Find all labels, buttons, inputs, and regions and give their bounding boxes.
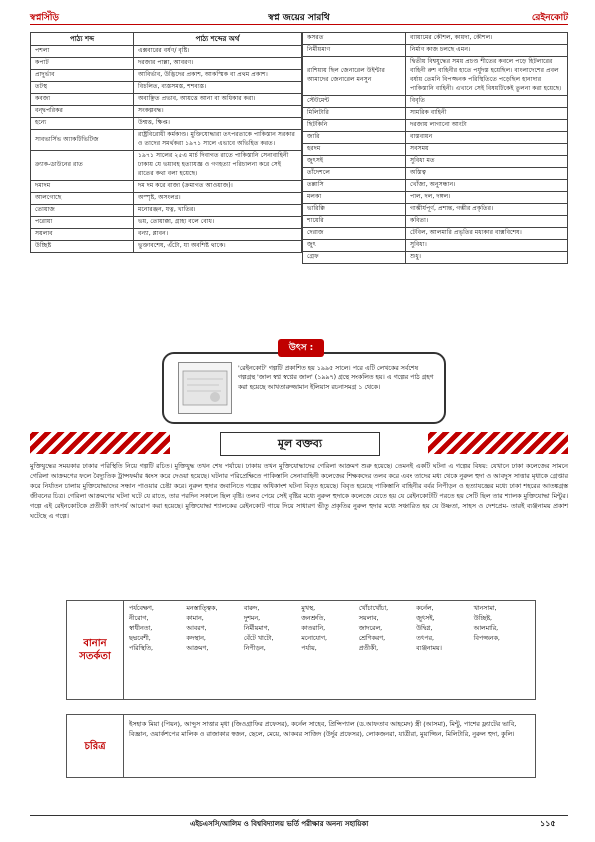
spelling-word: আলমারি, <box>473 625 499 633</box>
vocab-row <box>303 251 568 263</box>
spelling-word: নিপীড়ন, <box>243 645 266 653</box>
main-message-title: মূল বক্তব্য <box>220 432 380 456</box>
vocab-row <box>303 95 568 107</box>
vocab-row <box>303 179 568 191</box>
page-number: ১১৫ <box>540 819 556 828</box>
spelling-word: মুখস্থ, <box>301 605 316 612</box>
vocab-meaning: বিবৃতি <box>406 95 568 107</box>
vocab-meaning: পাল, দল, দঙ্গল। <box>406 191 568 203</box>
vocab-row <box>31 130 302 151</box>
vocab-word: জুৎ <box>303 239 406 251</box>
vocab-word: কপাট <box>31 58 134 70</box>
vocab-word: ভারিক্কি <box>303 203 406 215</box>
vocab-meaning: সবসময় <box>406 143 568 155</box>
vocab-meaning: সামরিক বাহিনী <box>406 107 568 119</box>
vocab-row <box>303 119 568 131</box>
vocab-word: প্রাদুর্ভাব <box>31 70 134 82</box>
characters-label: চরিত্র <box>67 715 124 777</box>
spelling-word: পরিস্থিতি, <box>129 645 154 653</box>
vocab-word: ছিটকিনি <box>303 119 406 131</box>
spelling-word: জনশ্রুতি, <box>301 615 326 623</box>
vocab-row <box>303 215 568 227</box>
spelling-word: বারুদ, <box>243 605 260 612</box>
spelling-word: পর্যবেক্ষণ, <box>129 605 154 612</box>
vocab-meaning: সুবিধা। <box>406 239 568 251</box>
vocab-col-meaning: পাঠ্য শব্দের অর্থ <box>134 33 302 46</box>
vocab-row <box>303 227 568 239</box>
vocab-meaning: আবির্ভাব, উদ্ভিদের প্রকাশ, আকস্মিক বা প্রথম প্রকাশ। <box>134 70 302 82</box>
header-rule <box>30 24 568 25</box>
spelling-word: কামান, <box>186 615 204 623</box>
vocab-meaning: ভুক্তাবশেষ, এঁটো, যা অবশিষ্ট থাকে। <box>134 240 302 252</box>
vocab-word: হরদম <box>303 143 406 155</box>
vocab-meaning: খোঁজা, অনুসন্ধান। <box>406 179 568 191</box>
spelling-word: কাতরানি, <box>301 625 326 633</box>
vocab-meaning: বাস্তবায়ন <box>406 131 568 143</box>
vocab-word: স্টেটমেন্ট <box>303 95 406 107</box>
vocab-word: উচ্ছিষ্ট <box>31 240 134 252</box>
spelling-word: পর্যায়, <box>301 645 317 653</box>
vocab-word: তাঁদেশলে <box>303 167 406 179</box>
spelling-word: খানসামা, <box>473 605 497 612</box>
vocab-word: রাশিয়ায় ছিল জেনারেল উইন্টার আমাদের জেনারেল মনসুন <box>303 56 406 95</box>
spelling-word: শ্রেণিকরণ, <box>358 635 386 643</box>
vocab-meaning: দরজার পাল্লা, আবরণ। <box>134 58 302 70</box>
header-tagline: স্বপ্ন জয়ের সারথি <box>268 13 330 23</box>
source-badge: উৎস : <box>278 339 324 357</box>
vocab-word: পশলা <box>31 46 134 58</box>
spelling-word: প্রতীকী, <box>358 645 379 653</box>
vocab-word: জুৎসই <box>303 155 406 167</box>
spelling-words <box>129 604 531 654</box>
vocab-meaning: মনোরঞ্জন, যত্ন, খাতির। <box>134 204 302 216</box>
vocab-meaning: সংকল্পবদ্ধ। <box>134 106 302 118</box>
spelling-word: জুৎসই, <box>416 615 435 623</box>
vocab-row <box>31 106 302 118</box>
vocab-row <box>31 240 302 252</box>
vocab-row <box>303 131 568 143</box>
vocab-row <box>303 239 568 251</box>
vocab-word: সাবভার্সিভ অ্যাকটিভিটিজ <box>31 130 134 151</box>
vocab-meaning: শুধু। <box>406 251 568 263</box>
spelling-label-line1: বানান <box>83 638 107 649</box>
vocab-word: দমাদম <box>31 180 134 192</box>
spelling-word: আক্রমণ, <box>186 645 209 653</box>
spelling-box <box>66 600 536 700</box>
vocab-row <box>303 167 568 179</box>
vocab-table-right <box>302 32 568 264</box>
spelling-word: সয়লাব, <box>358 615 379 623</box>
vocab-col-word: পাঠ্য শব্দ <box>31 33 134 46</box>
banner-stripes-left <box>30 432 170 454</box>
vocab-meaning: ১৯৭১ সালের ২৫এ মার্চ দিবাগত রাতে পাকিস্তানি সেনাবাহিনী ঢাকায় যে ভয়াবহ হত্যাযজ্ঞ ও গণহত্যা পরিচালনা করে সেই রাতের কথা বলা হয়েছে। <box>134 151 302 181</box>
vocab-row <box>31 46 302 58</box>
spelling-word: বেঁটে খাটো, <box>243 635 274 643</box>
vocab-meaning: টেবিল, আলমারি প্রভৃতির মধ্যকার বাক্সবিশেষ। <box>406 227 568 239</box>
vocab-word: কবজা <box>31 94 134 106</box>
vocab-row <box>31 204 302 216</box>
vocab-meaning: বিচলিত, ব্যস্তসমস্ত, শশব্যস্ত। <box>134 82 302 94</box>
vocab-word: গ্রেফ <box>303 251 406 263</box>
spelling-word: বিপজ্জনক, <box>473 635 500 643</box>
vocab-row <box>31 118 302 130</box>
vocab-meaning: রাষ্ট্রবিরোধী কর্মকাণ্ড। মুক্তিযোদ্ধারা তৎপরতাকে পাকিস্তান সরকার ও তাদের সমর্থকরা ১৯৭১ সালে এভাবে অভিহিত করত। <box>134 130 302 151</box>
characters-text: ইসহাক মিয়া (পিয়ন), আব্দুস সাত্তার মৃধা (জিওগ্রাফির প্রফেসর), কর্নেল সাহেব, প্রিন্সিপ্যাল (ড.আফতাব আহমেদ) স্ত্রী (আসমা), মিন্টু, পাশের ফ্ল্যাটের ভাবি, বিজ্ঞান, ওয়ার্কশপের মালিক ও রাজাকার স্বজন, ছেলে, মেয়ে, আকবর সাজিদ (উর্দুর প্রফেসর), লোকজনরা, যাত্রীরা, মুয়াজ্জিন, মিলিটারি, নুরুল হুদা, কুলি। <box>129 720 517 739</box>
vocab-meaning: দরজায় লাগানো আংটা <box>406 119 568 131</box>
main-message-text: মুক্তিযুদ্ধের সময়কার ঢাকার পরিস্থিতি নিয়ে গল্পটি রচিত। মুক্তিযুদ্ধ তখন শেষ পর্যায়ে। ঢাকায় তখন মুক্তিযোদ্ধাদের গেরিলা আক্রমণ শুরু হয়েছে। তেমনই একটি ঘটনা এ গল্পের বিষয়: যেখানে ঢাকা কলেজের সামনে গেরিলা আক্রমণের ফলে বৈদ্যুতিক ট্রান্সফর্মার ধ্বংস করে দেওয়া হয়েছে। ঘটনার পরিপ্রেক্ষিতে পাকিস্তানি সেনাবাহিনী কলেজের শিক্ষকদের তলব করে এবং তাদের মধ্য থেকে নুরুল হুদা ও আবদুস সাত্তার মৃধাকে গ্রেপ্তার করে নির্যাতন চালায় মুক্তিযোদ্ধাদের সন্ধান পাওয়ার চেষ্টা করে। নুরুল হুদার জবানিতে গল্পের অধিকাংশ ঘটনা বিবৃত হয়েছে। বিবৃত হয়েছে পাকিস্তানি বাহিনীর বর্বর নিপীড়ন ও হত্যাযজ্ঞের মধ্যে ঢাকা শহরের আতঙ্কগ্রস্ত জীবনের চিত্র। গেরিলা আক্রমণের ঘটনা ঘটে যে রাতে, তার পরদিন সকালে ছিল বৃষ্টি। তলব পেয়ে সেই বৃষ্টির মধ্যে নুরুল হুদাকে কলেজে যেতে হয় যে রেইনকোটটি পরতে হয় সেটি ছিল তার শ্যালক মুক্তিযোদ্ধা মিন্টুর। গল্পে এই রেইনকোটকে প্রতীকী তাৎপর্য আরোপ করা হয়েছে। মুক্তিযোদ্ধা শ্যালকের রেইনকোট গায়ে দিয়ে সাধারণ ভীতু প্রকৃতির নুরুল হুদার মধ্যে সঞ্চারিত হয় যে উষ্ণতা, সাহস ও দেশপ্রেম- তারই ব্যঞ্জনাময় প্রকাশ ঘটেছে এ গল্পে। <box>30 462 568 520</box>
vocab-meaning: ব্যায়ামের কৌশল, কায়দা, কৌশল। <box>406 33 568 45</box>
vocab-meaning: কবিতা। <box>406 215 568 227</box>
vocab-word: শায়েরি <box>303 215 406 227</box>
vocab-row <box>31 58 302 70</box>
spelling-word <box>474 644 531 654</box>
vocab-meaning: উন্মত্ত, ক্ষিপ্ত। <box>134 118 302 130</box>
vocab-row <box>31 192 302 204</box>
vocab-row <box>31 228 302 240</box>
vocab-meaning: নির্মাণ কাজ চলছে এমন। <box>406 44 568 56</box>
spelling-word: ছদ্মবেশী, <box>129 635 151 643</box>
vocab-word: জারি <box>303 131 406 143</box>
vocab-meaning: সুবিধা মত <box>406 155 568 167</box>
vocab-word: বন্দ্বপরিকর <box>31 106 134 118</box>
vocab-word: কসরত <box>303 33 406 45</box>
spelling-word: জাদরেল, <box>358 625 383 633</box>
vocab-word: হন্যে <box>31 118 134 130</box>
spelling-word: উদ্বিগ্ন, <box>416 625 433 633</box>
vocab-meaning: অবাঞ্ছিত প্রভাব, আয়ত্তে আনা বা অধিকার করা। <box>134 94 302 106</box>
spelling-word: তৎপর, <box>416 635 434 643</box>
vocab-row <box>31 151 302 181</box>
vocab-word: আলগোছে <box>31 192 134 204</box>
vocab-row <box>303 203 568 215</box>
banner-stripes-right <box>428 432 568 454</box>
characters-box <box>66 714 536 778</box>
vocab-word: পরোয়া <box>31 216 134 228</box>
vocab-meaning: দ্বিতীয় বিশ্বযুদ্ধের সময় প্রচণ্ড শীতের কবলে পড়ে হিটলারের বাহিনী রুশ বাহিনীর হাতে পর্যুদস্ত হয়েছিল। বাংলাদেশের প্রবল বর্ষায় তেমনি বিপজ্জনক পরিস্থিতিতে পড়েছিল হানাদার পাকিস্তানি বাহিনী। এখানে সেই বিষয়টিকেই তুলনা করা হয়েছে। <box>406 56 568 95</box>
spelling-word: ব্যঞ্জনাময়। <box>416 645 442 653</box>
vocab-row <box>31 82 302 94</box>
vocab-meaning: অস্তিত্ব <box>406 167 568 179</box>
vocab-row <box>303 191 568 203</box>
vocab-word: ক্র্যাক-ডাউনের রাত <box>31 151 134 181</box>
vocab-table-left <box>30 32 302 253</box>
vocab-meaning: অস্পৃষ্ট, অসংলগ্ন। <box>134 192 302 204</box>
vocab-meaning: গাম্ভীর্যপূর্ণ, প্রশান্ত, গম্ভীর প্রকৃতির। <box>406 203 568 215</box>
spelling-word: খোঁচাখোঁচা, <box>358 605 389 612</box>
vocab-word: সয়লাব <box>31 228 134 240</box>
vocab-row <box>303 155 568 167</box>
spelling-word: নীরোগ, <box>129 615 149 623</box>
vocab-row <box>303 33 568 45</box>
spelling-word: উচ্ছিষ্ট, <box>473 615 493 623</box>
brand-name: স্বপ্নসিঁড়ি <box>30 13 59 23</box>
vocab-meaning: দম দম করে বাজা (ক্রমাগত আওয়াজ)। <box>134 180 302 192</box>
vocab-word: নির্মীয়মাণ <box>303 44 406 56</box>
book-cover-image <box>178 362 232 414</box>
vocab-meaning: এক্সবারের বর্ষণ/ বৃষ্টি। <box>134 46 302 58</box>
vocab-row <box>303 107 568 119</box>
vocab-word: মলকা <box>303 191 406 203</box>
vocab-word: তোয়াজ <box>31 204 134 216</box>
vocab-word: তটস্থ <box>31 82 134 94</box>
vocab-row <box>303 44 568 56</box>
spelling-word: দুশমন, <box>243 615 261 623</box>
vocab-meaning: বন্যা, প্লাবন। <box>134 228 302 240</box>
main-message-banner <box>30 432 568 454</box>
chapter-title: রেইনকোট <box>531 13 568 23</box>
footer-rule <box>30 815 568 816</box>
source-text: 'রেইনকোট' গল্পটি প্রকাশিত হয় ১৯৯৫ সালে। পরে এটি লেখকের সর্বশেষ গল্পগ্রন্থ 'জাল স্বপ্ন স্বপ্নের জাল' (১৯৯৭) গ্রন্থে সংকলিত হয়। এ গল্পের পাঠ গ্রহণ করা হয়েছে আখতারুজ্জামান ইলিয়াস রচনাসমগ্র ১ থেকে। <box>238 365 434 391</box>
footer-text: এইচএসসি/আলিম ও বিশ্ববিদ্যালয় ভর্তি পরীক্ষার অনন্য সহায়িকা <box>190 820 369 828</box>
vocab-row <box>31 70 302 82</box>
vocab-word: দেরাজ <box>303 227 406 239</box>
vocab-row <box>31 94 302 106</box>
vocab-meaning: ভয়, তোয়াক্কা, গ্রাহ্য বলে বোধ। <box>134 216 302 228</box>
spelling-word: কর্নেল, <box>416 605 434 612</box>
spelling-word: নির্মীয়মাণ, <box>243 625 270 633</box>
vocab-word: তল্লাসি <box>303 179 406 191</box>
spelling-word: মনস্তাত্ত্বিক, <box>186 605 218 612</box>
vocab-row <box>31 180 302 192</box>
spelling-word: মনোযোগ, <box>301 635 328 643</box>
spelling-word: আবরণ, <box>186 625 207 633</box>
spelling-word: স্বাধীনতা, <box>129 625 153 633</box>
spelling-label <box>67 601 124 699</box>
vocab-word: মিলিটারি <box>303 107 406 119</box>
vocab-row <box>303 56 568 95</box>
vocab-row <box>303 143 568 155</box>
spelling-word: কদস্থান, <box>186 635 206 643</box>
spelling-label-line2: সতর্কতা <box>79 651 111 662</box>
vocab-row <box>31 216 302 228</box>
